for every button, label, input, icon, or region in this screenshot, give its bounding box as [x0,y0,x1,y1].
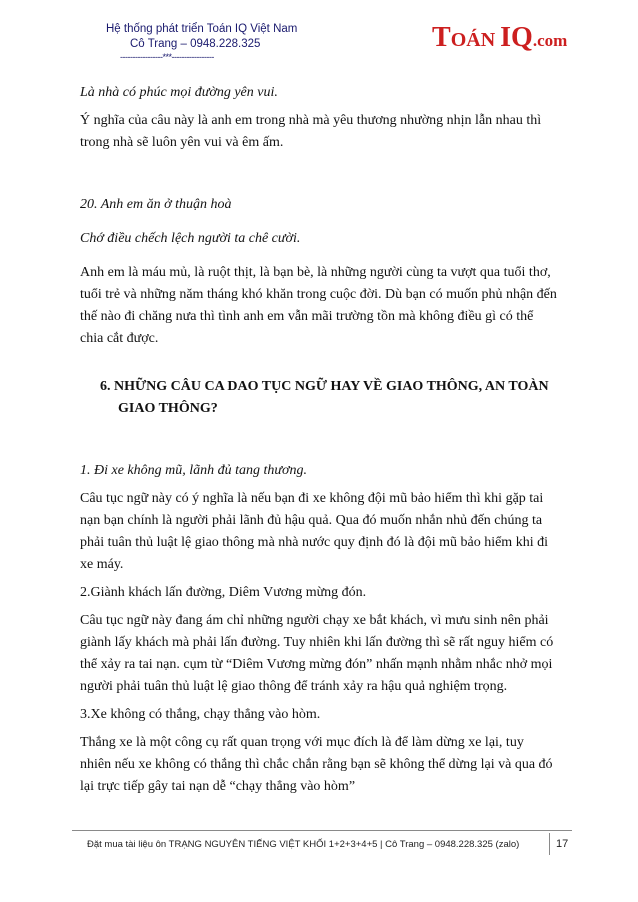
proverb-line: Chớ điều chếch lệch người ta chê cười. [80,231,301,246]
page-number: 17 [556,838,569,850]
paragraph: Anh em là máu mủ, là ruột thịt, là bạn bè, là những người cùng ta vượt qua tuổi thơ, tuổi trẻ và những năm tháng khó khăn trong cuộc đời. Dù bạn có muốn phủ nhận đến thế nào đi chăng nưa thì tình anh em vẫn mãi trường tồn mà không điều gì có thể chia cắt được. [80,265,557,346]
toan-iq-logo [432,22,567,54]
page-body [80,82,558,798]
header-divider: -----------------***----------------- [120,52,214,62]
logo-part-2: OÁN [450,29,501,51]
page-header [0,0,638,82]
header-organization: Hệ thống phát triển Toán IQ Việt Nam [106,23,298,35]
header-contact: Cô Trang – 0948.228.325 [130,38,261,50]
proverb-title: 20. Anh em ăn ở thuận hoà [80,197,232,212]
logo-part-4: .com [532,31,568,50]
paragraph: Thắng xe là một công cụ rất quan trọng với mục đích là để làm dừng xe lại, tuy nhiên nếu xe không có thắng thì chắc chắn rằng bạn sẽ không thể dừng lại và qua đó lại trực tiếp gây tai nạn dễ “chạy thẳng vào hòm” [80,735,553,794]
logo-part-3: IQ [500,22,533,53]
paragraph: Câu tục ngữ này có ý nghĩa là nếu bạn đi xe không đội mũ bảo hiểm thì khi gặp tai nạn bạn chính là người phải lãnh đủ hậu quả. Qua đó muốn nhắn nhủ đến chúng ta phải tuân thủ luật lệ giao thông mà nhà nước quy định đó là đội mũ bảo hiểm khi đi xe máy. [80,491,548,572]
section-heading: 6. NHỮNG CÂU CA DAO TỤC NGỮ HAY VỀ GIAO THÔNG, AN TOÀN GIAO THÔNG? [100,379,549,416]
proverb-title: 1. Đi xe không mũ, lãnh đủ tang thương. [80,463,308,478]
proverb-line: Là nhà có phúc mọi đường yên vui. [80,85,278,100]
footer-text: Đặt mua tài liệu ôn TRẠNG NGUYÊN TIẾNG VIỆT KHỐI 1+2+3+4+5 | Cô Trang – 0948.228.325 (zalo) [87,839,520,850]
page-footer [72,830,572,859]
paragraph: Ý nghĩa của câu này là anh em trong nhà mà yêu thương nhường nhịn lẫn nhau thì trong nhà sẽ luôn yên vui và êm ấm. [80,113,542,150]
paragraph: Câu tục ngữ này đang ám chỉ những người chạy xe bắt khách, vì mưu sinh nên phải giành lấy khách mà phải lấn đường. Tuy nhiên khi lấn đường thì sẽ rất nguy hiểm có thể xảy ra tai nạn. cụm từ “Diêm Vương mừng đón” nhấn mạnh nhằm nhắc nhở mọi người phải tuân thủ luật lệ giao thông để tránh xảy ra hậu quả nghiệm trọng. [80,613,554,694]
footer-divider [549,833,550,855]
proverb-title: 3.Xe không có thắng, chạy thẳng vào hòm. [80,707,321,722]
logo-part-1: T [432,22,451,53]
proverb-title: 2.Giành khách lấn đường, Diêm Vương mừng đón. [80,585,367,600]
